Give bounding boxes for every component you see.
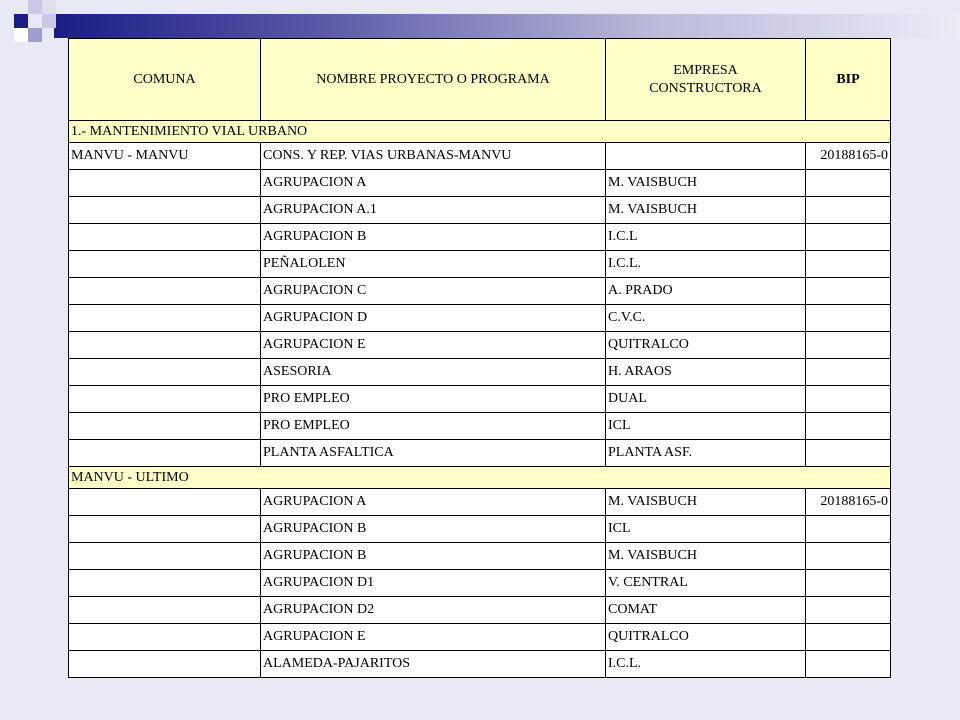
table-row bbox=[69, 413, 891, 440]
section-row bbox=[69, 467, 891, 489]
cell-comuna bbox=[69, 170, 261, 197]
table-header-row bbox=[69, 39, 891, 121]
cell-bip bbox=[806, 597, 891, 624]
table-row bbox=[69, 440, 891, 467]
decorative-square bbox=[14, 14, 28, 28]
cell-comuna bbox=[69, 386, 261, 413]
table-row bbox=[69, 251, 891, 278]
cell-comuna bbox=[69, 251, 261, 278]
cell-comuna bbox=[69, 597, 261, 624]
table-row bbox=[69, 597, 891, 624]
cell-empresa: ICL bbox=[606, 516, 806, 543]
cell-bip bbox=[806, 543, 891, 570]
cell-comuna bbox=[69, 489, 261, 516]
table-row bbox=[69, 359, 891, 386]
section-row bbox=[69, 121, 891, 143]
cell-empresa: M. VAISBUCH bbox=[606, 197, 806, 224]
cell-empresa: M. VAISBUCH bbox=[606, 170, 806, 197]
cell-comuna bbox=[69, 359, 261, 386]
header-empresa bbox=[606, 39, 806, 121]
cell-comuna bbox=[69, 570, 261, 597]
cell-proyecto: AGRUPACION C bbox=[261, 278, 606, 305]
cell-empresa: C.V.C. bbox=[606, 305, 806, 332]
cell-proyecto: AGRUPACION A bbox=[261, 489, 606, 516]
header-comuna: COMUNA bbox=[69, 39, 261, 121]
cell-proyecto: AGRUPACION A.1 bbox=[261, 197, 606, 224]
header-proyecto: NOMBRE PROYECTO O PROGRAMA bbox=[261, 39, 606, 121]
cell-bip bbox=[806, 570, 891, 597]
cell-empresa: I.C.L. bbox=[606, 651, 806, 678]
cell-bip: 20188165-0 bbox=[806, 489, 891, 516]
cell-empresa: QUITRALCO bbox=[606, 624, 806, 651]
cell-bip bbox=[806, 170, 891, 197]
cell-proyecto: AGRUPACION A bbox=[261, 170, 606, 197]
decorative-square bbox=[28, 28, 42, 42]
table-row bbox=[69, 197, 891, 224]
cell-bip bbox=[806, 440, 891, 467]
cell-proyecto: AGRUPACION B bbox=[261, 516, 606, 543]
cell-proyecto: AGRUPACION D2 bbox=[261, 597, 606, 624]
cell-comuna bbox=[69, 278, 261, 305]
cell-proyecto: AGRUPACION E bbox=[261, 624, 606, 651]
cell-proyecto: PLANTA ASFALTICA bbox=[261, 440, 606, 467]
cell-proyecto: ALAMEDA-PAJARITOS bbox=[261, 651, 606, 678]
table-row bbox=[69, 570, 891, 597]
decorative-square bbox=[28, 0, 42, 14]
cell-comuna bbox=[69, 651, 261, 678]
cell-bip bbox=[806, 332, 891, 359]
cell-empresa: H. ARAOS bbox=[606, 359, 806, 386]
decorative-square bbox=[42, 0, 56, 14]
cell-bip bbox=[806, 305, 891, 332]
cell-bip bbox=[806, 278, 891, 305]
cell-proyecto: AGRUPACION E bbox=[261, 332, 606, 359]
section-title: MANVU - ULTIMO bbox=[69, 467, 891, 489]
cell-comuna bbox=[69, 197, 261, 224]
cell-bip bbox=[806, 516, 891, 543]
cell-proyecto: ASESORIA bbox=[261, 359, 606, 386]
cell-bip bbox=[806, 386, 891, 413]
cell-proyecto: PRO EMPLEO bbox=[261, 386, 606, 413]
cell-empresa: COMAT bbox=[606, 597, 806, 624]
table-row bbox=[69, 224, 891, 251]
table-row bbox=[69, 651, 891, 678]
cell-empresa: M. VAISBUCH bbox=[606, 489, 806, 516]
title-gradient-bar bbox=[54, 14, 960, 38]
cell-empresa: A. PRADO bbox=[606, 278, 806, 305]
table-row bbox=[69, 143, 891, 170]
decorative-square bbox=[42, 14, 56, 28]
cell-bip bbox=[806, 413, 891, 440]
cell-empresa bbox=[606, 143, 806, 170]
cell-proyecto: PRO EMPLEO bbox=[261, 413, 606, 440]
table-row bbox=[69, 489, 891, 516]
table-row bbox=[69, 305, 891, 332]
cell-bip bbox=[806, 224, 891, 251]
cell-proyecto: CONS. Y REP. VIAS URBANAS-MANVU bbox=[261, 143, 606, 170]
cell-proyecto: PEÑALOLEN bbox=[261, 251, 606, 278]
cell-bip: 20188165-0 bbox=[806, 143, 891, 170]
cell-empresa: PLANTA ASF. bbox=[606, 440, 806, 467]
cell-comuna bbox=[69, 332, 261, 359]
cell-bip bbox=[806, 651, 891, 678]
cell-comuna bbox=[69, 624, 261, 651]
cell-comuna bbox=[69, 224, 261, 251]
table-row bbox=[69, 386, 891, 413]
header-empresa-line2: CONSTRUCTORA bbox=[649, 80, 762, 96]
cell-empresa: I.C.L. bbox=[606, 251, 806, 278]
table-row bbox=[69, 516, 891, 543]
cell-comuna bbox=[69, 516, 261, 543]
cell-bip bbox=[806, 197, 891, 224]
cell-proyecto: AGRUPACION D1 bbox=[261, 570, 606, 597]
cell-comuna bbox=[69, 305, 261, 332]
table-row bbox=[69, 624, 891, 651]
table-row bbox=[69, 170, 891, 197]
cell-bip bbox=[806, 624, 891, 651]
table-row bbox=[69, 332, 891, 359]
cell-bip bbox=[806, 359, 891, 386]
cell-comuna bbox=[69, 543, 261, 570]
cell-empresa: DUAL bbox=[606, 386, 806, 413]
cell-comuna: MANVU - MANVU bbox=[69, 143, 261, 170]
cell-empresa: I.C.L bbox=[606, 224, 806, 251]
table-row bbox=[69, 543, 891, 570]
projects-table bbox=[68, 38, 891, 678]
cell-proyecto: AGRUPACION B bbox=[261, 224, 606, 251]
cell-empresa: V. CENTRAL bbox=[606, 570, 806, 597]
cell-comuna bbox=[69, 440, 261, 467]
header-bip: BIP bbox=[806, 39, 891, 121]
cell-proyecto: AGRUPACION B bbox=[261, 543, 606, 570]
cell-empresa: M. VAISBUCH bbox=[606, 543, 806, 570]
table-row bbox=[69, 278, 891, 305]
header-empresa-line1: EMPRESA bbox=[673, 62, 738, 78]
cell-empresa: QUITRALCO bbox=[606, 332, 806, 359]
cell-comuna bbox=[69, 413, 261, 440]
section-title: 1.- MANTENIMIENTO VIAL URBANO bbox=[69, 121, 891, 143]
cell-empresa: ICL bbox=[606, 413, 806, 440]
decorative-square bbox=[14, 28, 28, 42]
cell-proyecto: AGRUPACION D bbox=[261, 305, 606, 332]
cell-bip bbox=[806, 251, 891, 278]
